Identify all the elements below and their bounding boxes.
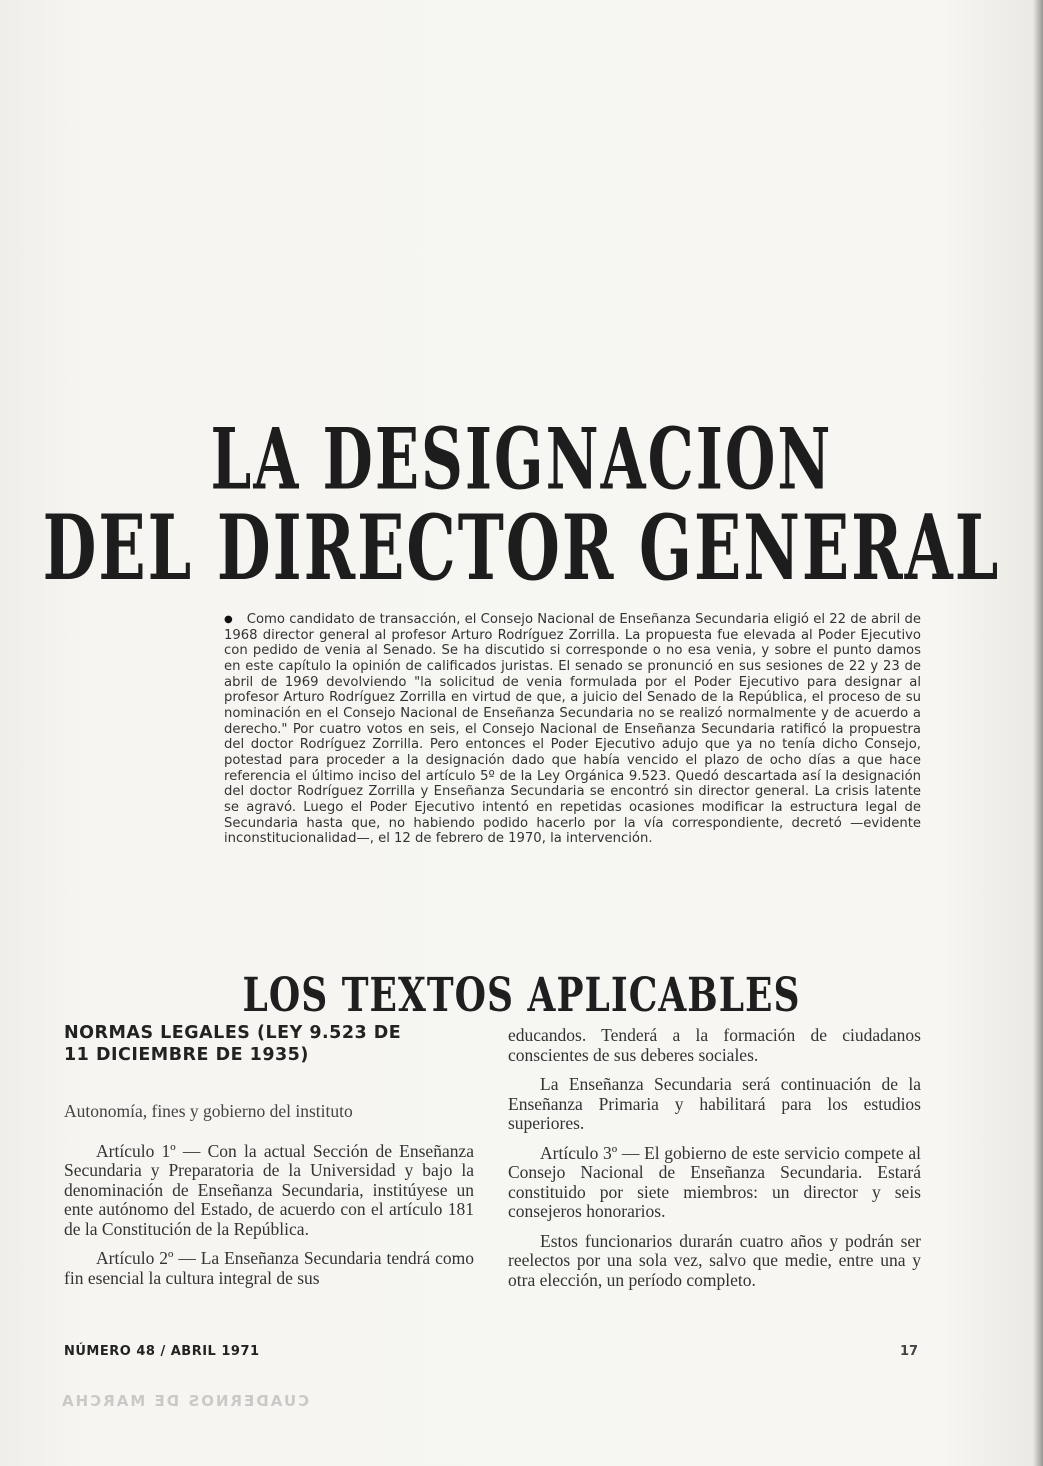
intro-paragraph <box>224 612 921 847</box>
article-2: Artículo 2º — La Enseñanza Secundaria tendrá como fin esencial la cultura integral de sus <box>64 1248 474 1288</box>
headline-line-2: DEL DIRECTOR GENERAL <box>42 495 1001 601</box>
bullet-icon: ● <box>224 614 233 625</box>
headline-line-1: LA DESIGNACION <box>210 410 833 509</box>
section-title: Autonomía, fines y gobierno del instituto <box>64 1101 353 1121</box>
article-3: Artículo 3º — El gobierno de este servicio compete al Consejo Nacional de Enseñanza Secundaria. Estará constituido por siete miembros: un director y seis consejeros honorarios. <box>508 1142 921 1221</box>
law-title <box>64 1022 474 1066</box>
section-heading: LOS TEXTOS APLICABLES <box>242 968 801 1023</box>
article-2-continued: educandos. Tenderá a la formación de ciudadanos conscientes de sus deberes sociales. <box>508 1025 921 1065</box>
page-edge-shadow <box>1033 0 1043 1466</box>
article-3-paragraph-2: Estos funcionarios durarán cuatro años y podrán ser reelectos por una sola vez, salvo que medie, entre una y otra elección, un período completo. <box>508 1230 921 1290</box>
intro-text: Como candidato de transacción, el Consejo Nacional de Enseñanza Secundaria eligió el 22 de abril de 1968 director general al profesor Arturo Rodríguez Zorrilla. La propuesta fue elevada al Poder Ejecutivo con pedido de venia al Senado. Se ha discutido si corresponde o no esa venia, y sobre el punto damos en este capítulo la opinión de calificados juristas. El senado se pronunció en sus sesiones de 22 y 23 de abril de 1969 devolviendo "la solicitud de venia formulada por el Poder Ejecutivo para designar al profesor Arturo Rodríguez Zorrilla en virtud de que, a juicio del Senado de la República, el proceso de su nominación en el Consejo Nacional de Enseñanza Secundaria no se realizó normalmente y de acuerdo a derecho." Por cuatro votos en seis, el Consejo Nacional de Enseñanza Secundaria ratificó la propuestra del doctor Rodríguez Zorrilla. Pero entonces el Poder Ejecutivo adujo que ya no tenía dicho Consejo, potestad para proceder a la designación dado que había vencido el plazo de ocho días a que hace referencia el último inciso del artículo 5º de la Ley Orgánica 9.523. Quedó descartada así la designación del doctor Rodríguez Zorrilla y Enseñanza Secundaria se encontró sin director general. La crisis latente se agravó. Luego el Poder Ejecutivo intentó en repetidas ocasiones modificar la estructura legal de Secundaria hasta que, no habiendo podido hacerlo por la vía correspondiente, decretó —evidente inconstitucionalidad—, el 12 de febrero de 1970, la intervención. <box>224 612 921 847</box>
article-2-paragraph-2: La Enseñanza Secundaria será continuación de la Enseñanza Primaria y habilitará para los estudios superiores. <box>508 1074 921 1133</box>
law-title-line-2: 11 DICIEMBRE DE 1935) <box>64 1045 309 1065</box>
page-number: 17 <box>900 1344 919 1359</box>
bleed-through-watermark: CUADERNOS DE MARCHA <box>60 1392 310 1410</box>
article-1: Artículo 1º — Con la actual Sección de Enseñanza Secundaria y Preparatoria de la Universidad y bajo la denominación de Enseñanza Secundaria, institúyese un ente autónomo del Estado, de acuerdo con el artículo 181 de la Constitución de la República. <box>64 1140 474 1239</box>
left-column <box>64 1022 474 1298</box>
right-column <box>508 1026 921 1300</box>
law-title-line-1: NORMAS LEGALES (LEY 9.523 DE <box>64 1023 402 1043</box>
issue-footer: NÚMERO 48 / ABRIL 1971 <box>64 1344 260 1359</box>
